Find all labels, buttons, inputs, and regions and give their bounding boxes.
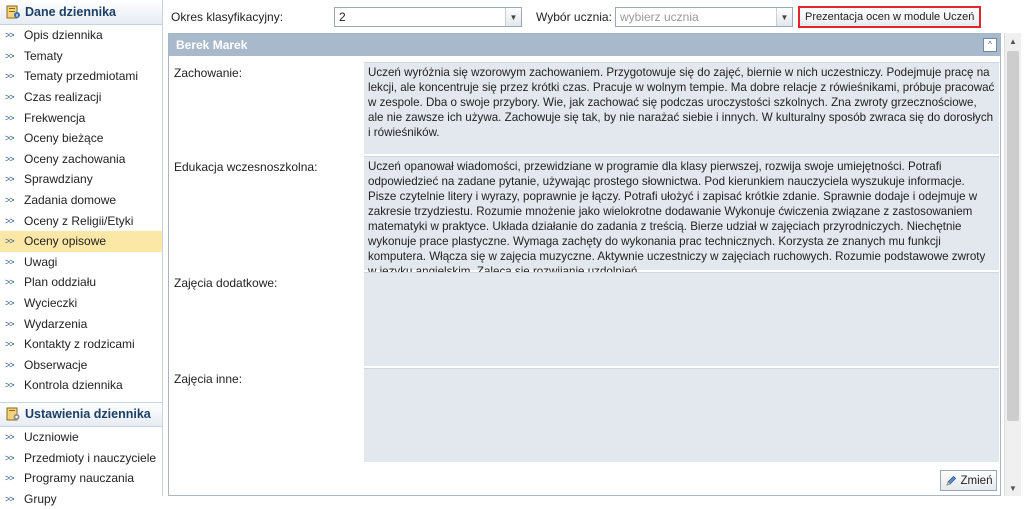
double-chevron-right-icon: >> bbox=[5, 452, 14, 463]
student-select[interactable] bbox=[615, 7, 793, 27]
double-chevron-right-icon: >> bbox=[5, 339, 14, 350]
sidebar-item-label: Plan oddziału bbox=[24, 275, 97, 290]
sidebar-item[interactable] bbox=[0, 313, 162, 334]
sidebar-item[interactable] bbox=[0, 190, 162, 211]
double-chevron-right-icon: >> bbox=[5, 380, 14, 391]
double-chevron-right-icon: >> bbox=[5, 318, 14, 329]
double-chevron-right-icon: >> bbox=[5, 359, 14, 370]
sidebar-item[interactable] bbox=[0, 107, 162, 128]
sidebar-list-settings bbox=[0, 427, 162, 509]
sidebar-item[interactable] bbox=[0, 46, 162, 67]
double-chevron-right-icon: >> bbox=[5, 50, 14, 61]
sidebar-item[interactable] bbox=[0, 252, 162, 273]
grade-row-edukacja bbox=[169, 154, 1000, 270]
filter-toolbar bbox=[164, 0, 1024, 33]
sidebar-item-label: Sprawdziany bbox=[24, 172, 93, 187]
sidebar-item-label: Programy nauczania bbox=[24, 471, 135, 486]
sidebar-item-label: Oceny bieżące bbox=[24, 131, 104, 146]
scroll-up-icon[interactable]: ▲ bbox=[1009, 36, 1017, 46]
sidebar-item[interactable] bbox=[0, 149, 162, 170]
sidebar-item[interactable] bbox=[0, 66, 162, 87]
sidebar-item-label: Czas realizacji bbox=[24, 90, 102, 105]
double-chevron-right-icon: >> bbox=[5, 277, 14, 288]
vertical-scrollbar[interactable] bbox=[1004, 33, 1021, 496]
scroll-thumb[interactable] bbox=[1007, 51, 1019, 421]
descriptive-grades-panel bbox=[168, 33, 1001, 496]
row-label: Zajęcia inne: bbox=[174, 372, 243, 386]
sidebar-item-label: Wycieczki bbox=[24, 296, 78, 311]
sidebar-item[interactable] bbox=[0, 488, 162, 509]
sidebar-item-label: Tematy bbox=[24, 48, 63, 63]
double-chevron-right-icon: >> bbox=[5, 153, 14, 164]
student-label: Wybór ucznia: bbox=[536, 10, 612, 24]
sidebar-item-label: Opis dziennika bbox=[24, 28, 103, 43]
panel-header bbox=[169, 34, 1000, 56]
journal-data-icon bbox=[6, 5, 20, 19]
sidebar-item[interactable] bbox=[0, 231, 162, 252]
double-chevron-right-icon: >> bbox=[5, 174, 14, 185]
sidebar-section-title: Ustawienia dziennika bbox=[25, 407, 151, 422]
sidebar-item[interactable] bbox=[0, 293, 162, 314]
student-select-placeholder: wybierz ucznia bbox=[620, 10, 699, 24]
sidebar-section-ustawienia-dziennika bbox=[0, 402, 162, 427]
sidebar-item-label: Uczniowie bbox=[24, 429, 79, 444]
double-chevron-right-icon: >> bbox=[5, 133, 14, 144]
sidebar-item-label: Tematy przedmiotami bbox=[24, 69, 139, 84]
sidebar-item-label: Kontrola dziennika bbox=[24, 378, 123, 393]
row-label: Edukacja wczesnoszkolna: bbox=[174, 160, 318, 174]
double-chevron-right-icon: >> bbox=[5, 215, 14, 226]
grade-text-field[interactable] bbox=[364, 272, 999, 366]
sidebar-item[interactable] bbox=[0, 468, 162, 489]
sidebar-item[interactable] bbox=[0, 334, 162, 355]
sidebar-item[interactable] bbox=[0, 427, 162, 448]
double-chevron-right-icon: >> bbox=[5, 473, 14, 484]
sidebar-item[interactable] bbox=[0, 87, 162, 108]
grade-text-field[interactable]: Uczeń wyróżnia się wzorowym zachowaniem. Przygotowuje się do zajęć, biernie w nich uczestniczy. Podejmuje pracę na lekcji, ale koncentruje się przez krótki czas. Pracuje w wolnym tempie. Ma dobre relacje z rówieśnikami, próbuje pracować w zespole. Dba o swoje przybory. Wie, jak zachować się podczas uroczystości szkolnych. Zna zwroty grzecznościowe, ale nie zawsze ich używa. Zachowuje się tak, by nie narażać siebie i innych. W kulturalny sposób zwraca się do dorosłych i rówieśników. bbox=[364, 62, 999, 154]
sidebar-item[interactable] bbox=[0, 375, 162, 396]
chevron-down-icon[interactable]: ▼ bbox=[776, 8, 792, 26]
chevron-down-icon[interactable]: ▼ bbox=[505, 8, 521, 26]
sidebar-item-label: Oceny opisowe bbox=[24, 234, 107, 249]
collapse-icon[interactable]: ^ bbox=[983, 38, 997, 52]
double-chevron-right-icon: >> bbox=[5, 493, 14, 504]
student-name: Berek Marek bbox=[176, 38, 248, 52]
sidebar-item-label: Wydarzenia bbox=[24, 316, 88, 331]
period-select-value: 2 bbox=[339, 10, 346, 24]
grade-text-field[interactable] bbox=[364, 368, 999, 462]
double-chevron-right-icon: >> bbox=[5, 256, 14, 267]
double-chevron-right-icon: >> bbox=[5, 112, 14, 123]
sidebar-section-title: Dane dziennika bbox=[25, 5, 116, 19]
double-chevron-right-icon: >> bbox=[5, 71, 14, 82]
sidebar-item[interactable] bbox=[0, 355, 162, 376]
sidebar-item-label: Obserwacje bbox=[24, 357, 88, 372]
sidebar-item-label: Przedmioty i nauczyciele bbox=[24, 450, 157, 465]
scroll-down-icon[interactable]: ▼ bbox=[1009, 483, 1017, 493]
double-chevron-right-icon: >> bbox=[5, 195, 14, 206]
sidebar-item-label: Zadania domowe bbox=[24, 193, 117, 208]
sidebar-item[interactable] bbox=[0, 25, 162, 46]
row-label: Zachowanie: bbox=[174, 66, 243, 80]
sidebar bbox=[0, 0, 163, 506]
double-chevron-right-icon: >> bbox=[5, 30, 14, 41]
settings-journal-icon bbox=[6, 407, 20, 421]
double-chevron-right-icon: >> bbox=[5, 431, 14, 442]
sidebar-item[interactable] bbox=[0, 210, 162, 231]
sidebar-item-label: Frekwencja bbox=[24, 110, 86, 125]
double-chevron-right-icon: >> bbox=[5, 298, 14, 309]
sidebar-item[interactable] bbox=[0, 447, 162, 468]
edit-button[interactable] bbox=[940, 470, 997, 491]
sidebar-item[interactable] bbox=[0, 272, 162, 293]
sidebar-item-label: Kontakty z rodzicami bbox=[24, 337, 135, 352]
grade-row-zajecia-dodatkowe bbox=[169, 270, 1000, 366]
grade-row-zajecia-inne bbox=[169, 366, 1000, 462]
double-chevron-right-icon: >> bbox=[5, 236, 14, 247]
sidebar-item-label: Grupy bbox=[24, 491, 57, 506]
sidebar-item[interactable] bbox=[0, 169, 162, 190]
grade-row-zachowanie bbox=[169, 60, 1000, 154]
period-label: Okres klasyfikacyjny: bbox=[171, 10, 284, 24]
period-select[interactable] bbox=[334, 7, 522, 27]
edit-button-label: Zmień bbox=[960, 474, 993, 487]
row-label: Zajęcia dodatkowe: bbox=[174, 276, 278, 290]
sidebar-item[interactable] bbox=[0, 128, 162, 149]
sidebar-item-label: Uwagi bbox=[24, 254, 58, 269]
sidebar-section-dane-dziennika bbox=[0, 0, 162, 25]
sidebar-item-label: Oceny zachowania bbox=[24, 151, 126, 166]
pencil-icon bbox=[945, 475, 957, 487]
presentation-in-student-module-button[interactable]: Prezentacja ocen w module Uczeń bbox=[798, 6, 981, 28]
sidebar-item-label: Oceny z Religii/Etyki bbox=[24, 213, 134, 228]
double-chevron-right-icon: >> bbox=[5, 92, 14, 103]
grade-text-field[interactable]: Uczeń opanował wiadomości, przewidziane w programie dla klasy pierwszej, rozwija swoje umiejętności. Potrafi odpowiedzieć na zadane pytanie, używając prostego słownictwa. Pod kierunkiem nauczyciela wyszukuje informacje. Pisze czytelnie litery i wyrazy, poprawnie je łączy. Potrafi ułożyć i zapisać krótkie zdanie. Sprawnie dodaje i odejmuje w zakresie trzydziestu. Rozumie mnożenie jako wielokrotne dodawanie Wykonuje ćwiczenia związane z zastosowaniem matematyki w praktyce. Układa działanie do zadania z treścią. Bierze udział w zajęciach przyrodniczych. Niechętnie wykonuje prace plastyczne. Wymaga zachęty do wykonania prac technicznych. Korzysta ze znanych mu funkcji komputera. Włącza się w zajęcia muzyczne. Aktywnie uczestniczy w zajęciach ruchowych. Rozumie podstawowe zwroty bbox=[364, 156, 999, 270]
sidebar-list-journal bbox=[0, 25, 162, 396]
